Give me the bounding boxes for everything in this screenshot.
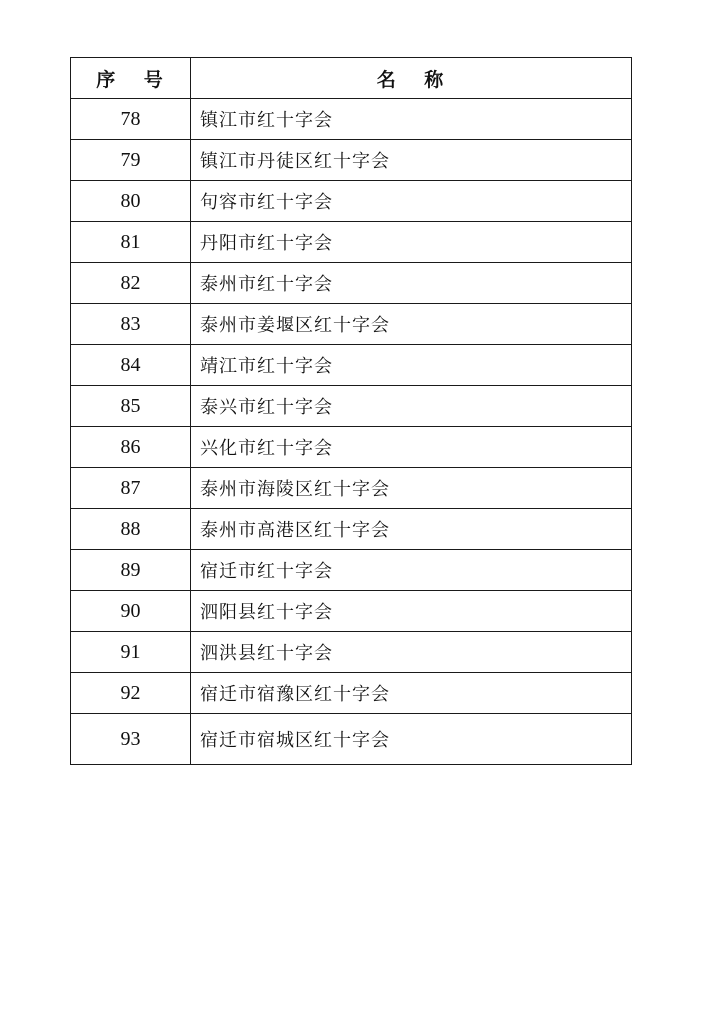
organization-table [70,57,632,765]
row-seq: 91 [71,632,191,673]
header-row [71,58,632,99]
row-name: 兴化市红十字会 [191,427,632,468]
table-body [71,99,632,765]
row-name: 泗洪县红十字会 [191,632,632,673]
row-name: 宿迁市红十字会 [191,550,632,591]
table-row [71,673,632,714]
row-name: 宿迁市宿城区红十字会 [191,714,632,765]
table-row [71,222,632,263]
header-name-label: 名 称 [376,68,446,91]
table-row [71,714,632,765]
table-row [71,181,632,222]
row-name: 泰州市高港区红十字会 [191,509,632,550]
table-row [71,632,632,673]
table-row [71,140,632,181]
row-seq: 80 [71,181,191,222]
table-row [71,509,632,550]
row-seq: 78 [71,99,191,140]
header-seq [71,58,191,99]
table-row [71,386,632,427]
table-row [71,263,632,304]
table-row [71,468,632,509]
row-seq: 85 [71,386,191,427]
row-seq: 86 [71,427,191,468]
table-row [71,591,632,632]
header-name [191,58,632,99]
row-name: 靖江市红十字会 [191,345,632,386]
row-name: 宿迁市宿豫区红十字会 [191,673,632,714]
row-seq: 87 [71,468,191,509]
row-name: 丹阳市红十字会 [191,222,632,263]
table-row [71,427,632,468]
row-name: 镇江市红十字会 [191,99,632,140]
row-name: 泰兴市红十字会 [191,386,632,427]
row-seq: 84 [71,345,191,386]
row-seq: 82 [71,263,191,304]
table-row [71,550,632,591]
row-name: 句容市红十字会 [191,181,632,222]
header-seq-label: 序 号 [96,68,165,91]
row-seq: 81 [71,222,191,263]
table-row [71,345,632,386]
row-seq: 90 [71,591,191,632]
row-name: 镇江市丹徒区红十字会 [191,140,632,181]
table-row [71,99,632,140]
row-name: 泗阳县红十字会 [191,591,632,632]
row-seq: 88 [71,509,191,550]
row-name: 泰州市红十字会 [191,263,632,304]
row-seq: 89 [71,550,191,591]
table-row [71,304,632,345]
row-name: 泰州市姜堰区红十字会 [191,304,632,345]
row-seq: 83 [71,304,191,345]
table-header [71,58,632,99]
row-seq: 93 [71,714,191,765]
row-seq: 92 [71,673,191,714]
row-seq: 79 [71,140,191,181]
row-name: 泰州市海陵区红十字会 [191,468,632,509]
